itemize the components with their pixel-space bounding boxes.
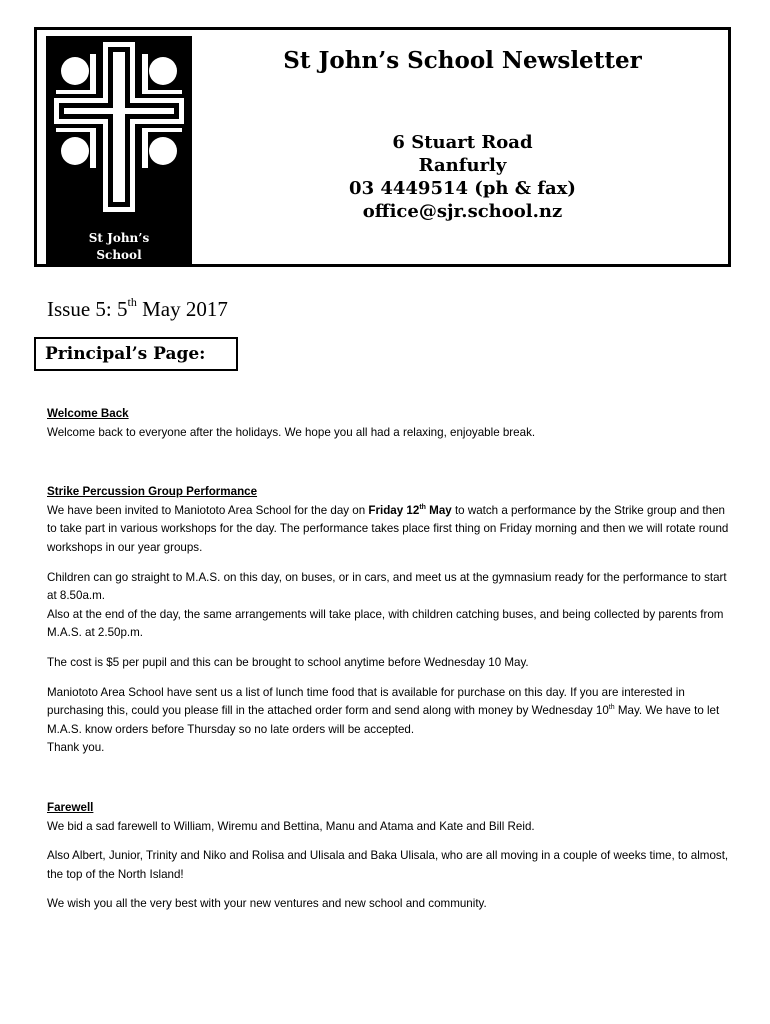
- strike-paragraph-4: The cost is $5 per pupil and this can be brought to school anytime before Wednesday 10 May.: [47, 655, 529, 669]
- newsletter-header: [34, 27, 731, 267]
- logo-caption: [46, 230, 192, 264]
- address-town: Ranfurly: [418, 155, 507, 176]
- welcome-text: Welcome back to everyone after the holidays. We hope you all had a relaxing, enjoyable break.: [47, 425, 536, 439]
- section-title-principal: Principal’s Page:: [34, 337, 238, 371]
- farewell-paragraph-1: We bid a sad farewell to William, Wiremu and Bettina, Manu and Atama and Kate and Bill Reid.: [47, 819, 535, 833]
- logo-line-2: School: [96, 248, 142, 262]
- address-street: 6 Stuart Road: [392, 132, 533, 153]
- strike-paragraph-3: Also at the end of the day, the same arrangements will take place, with children catching buses, and being collected by parents from M.A.S. at 2.50p.m.: [47, 607, 724, 640]
- strike-paragraph-2: Children can go straight to M.A.S. on this day, on buses, or in cars, and meet us at the gymnasium ready for the performance to start at 8.50a.m.: [47, 570, 727, 603]
- email-address: office@sjr.school.nz: [362, 201, 563, 222]
- strike-paragraph-1: We have been invited to Maniototo Area School for the day on Friday 12th May to watch a performance by the Strike group and then to take part in various workshops for the day. The performance takes place first thing on Friday morning and then we will rotate round workshops in our year groups.: [47, 503, 729, 554]
- farewell-paragraph-2: Also Albert, Junior, Trinity and Niko and Rolisa and Ulisala and Baka Ulisala, who are all moving in a couple of weeks time, to almost, the top of the North Island!: [47, 849, 729, 881]
- phone-number: 03 4449514 (ph & fax): [349, 178, 576, 199]
- newsletter-title: St John’s School Newsletter: [283, 47, 642, 74]
- heading-welcome-back: Welcome Back: [47, 407, 129, 420]
- school-address: [197, 131, 728, 223]
- strike-paragraph-5: Maniototo Area School have sent us a list of lunch time food that is available for purchase on this day. If you are interested in purchasing this, could you please fill in the attached order form and send along with money by Wednesday 10th May. We have to let M.A.S. know orders before Thursday so no late orders will be accepted.: [47, 685, 720, 736]
- heading-strike-percussion: Strike Percussion Group Performance: [47, 485, 258, 499]
- strike-paragraph-6: Thank you.: [47, 741, 105, 755]
- heading-farewell: Farewell: [47, 800, 94, 814]
- logo-line-1: St John’s: [88, 231, 150, 245]
- issue-date: Issue 5: 5th May 2017: [47, 295, 228, 321]
- newsletter-body: [47, 405, 737, 914]
- farewell-paragraph-3: We wish you all the very best with your new ventures and new school and community.: [47, 897, 487, 911]
- school-logo: [46, 36, 192, 265]
